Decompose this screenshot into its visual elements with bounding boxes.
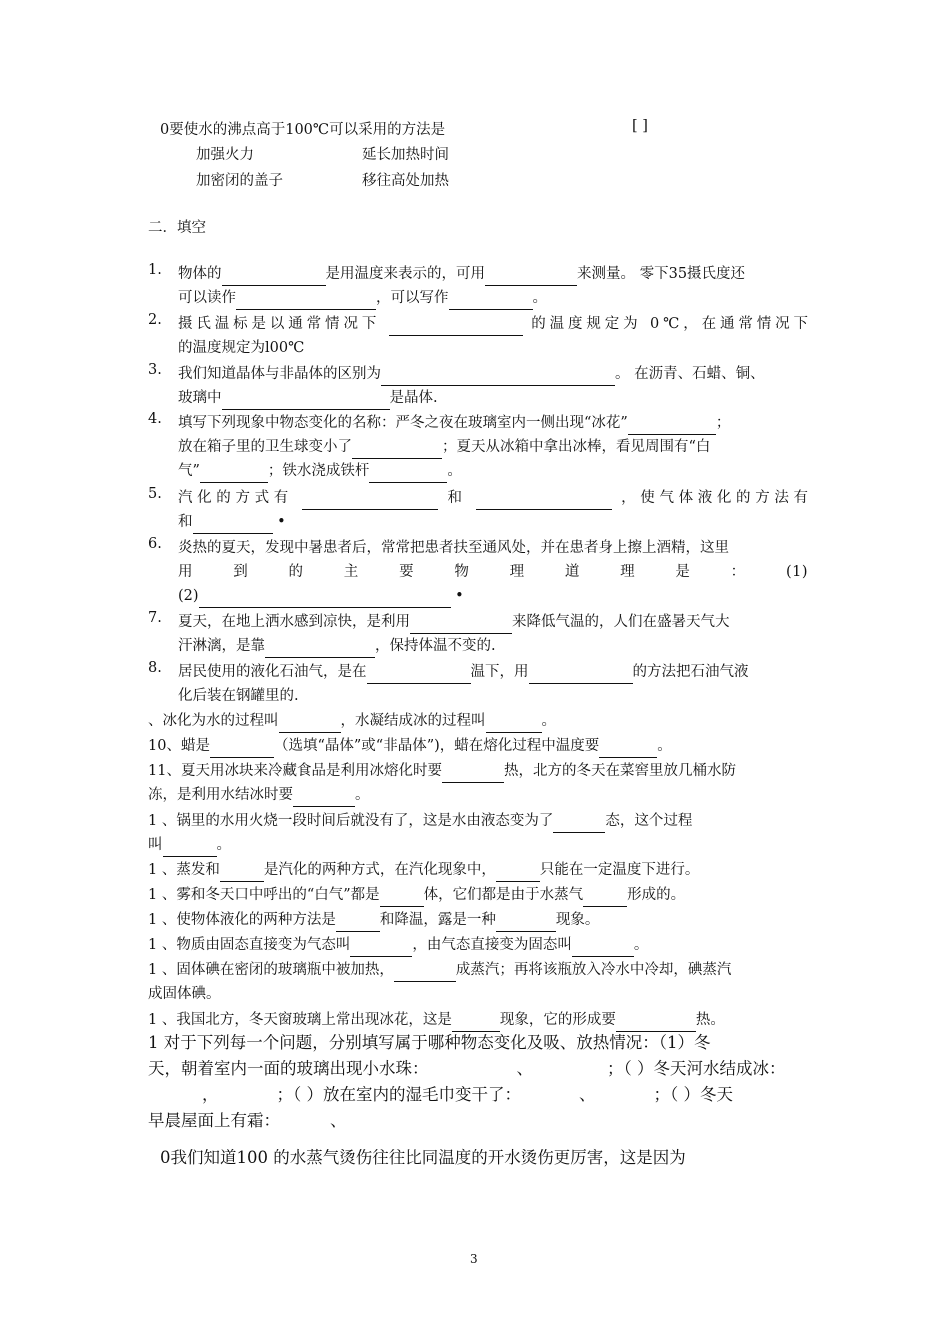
- question-number: 6.: [148, 536, 162, 552]
- text-segment: 炎热的夏天，发现中暑患者后，常常把患者扶至通风处，并在患者身上擦上酒精，这里: [178, 540, 729, 556]
- question-4: [148, 411, 808, 483]
- question-17: [148, 958, 808, 1006]
- text-segment: 。: [355, 787, 370, 803]
- blank[interactable]: [380, 890, 424, 907]
- text-segment: 天，朝着室内一面的玻璃出现小水珠：: [148, 1059, 429, 1078]
- text-segment: ；（ ）冬天河水结成冰：: [607, 1059, 786, 1078]
- text-segment: 成固体碘。: [148, 986, 221, 1002]
- text-segment: 填写下列现象中物态变化的名称：严冬之夜在玻璃室内一侧出现“冰花”: [178, 415, 628, 431]
- text-segment: 和降温，露是一种: [379, 912, 496, 928]
- text-segment: 。: [633, 937, 649, 953]
- blank[interactable]: [572, 940, 634, 957]
- blank[interactable]: [236, 293, 376, 310]
- text-segment: ，保持体温不变的.: [375, 638, 496, 654]
- blank[interactable]: [265, 641, 375, 658]
- text-segment: 放在箱子里的卫生球变小了: [178, 439, 352, 455]
- blank[interactable]: [222, 393, 390, 410]
- mc-option-b: 延长加热时间: [362, 147, 449, 163]
- question-1: [148, 262, 808, 310]
- text-segment: ，水凝结成冰的过程叫: [340, 713, 486, 729]
- blank[interactable]: [220, 865, 264, 882]
- text-segment: 冻，是利用水结冰时要: [148, 787, 293, 803]
- text-segment: 、: [516, 1059, 533, 1078]
- text-segment: 1 、蒸发和: [148, 862, 220, 878]
- text-segment: 和: [447, 490, 467, 506]
- text-segment: 。: [541, 713, 556, 729]
- text-segment: 和: [178, 514, 193, 530]
- question-16: [148, 933, 808, 957]
- blank[interactable]: [389, 319, 523, 336]
- question-14: [148, 883, 808, 907]
- text-segment: 1 、雾和冬天口中呼出的“白气”都是: [148, 887, 380, 903]
- text-segment: 来降低气温的，人们在盛暑天气大: [512, 614, 730, 630]
- text-segment: 早晨屋面上有霜：: [148, 1111, 280, 1130]
- text-segment: 现象。: [555, 912, 600, 928]
- text-segment: 热。: [695, 1012, 725, 1028]
- blank[interactable]: [193, 517, 273, 534]
- text-segment: 成蒸汽；再将该瓶放入冷水中冷却，碘蒸汽: [455, 962, 732, 978]
- question-11: [148, 759, 808, 807]
- blank[interactable]: [496, 865, 540, 882]
- question-number: 7.: [148, 610, 162, 626]
- text-segment: ；（ ）冬天: [653, 1085, 733, 1104]
- question-number: 5.: [148, 486, 162, 502]
- text-segment: 。: [447, 463, 462, 479]
- question-6: [148, 536, 808, 608]
- blank[interactable]: [485, 269, 577, 286]
- text-segment: 的温度规定为l00℃: [178, 340, 305, 356]
- mc-option-d: 移往高处加热: [362, 173, 449, 189]
- text-segment: 的温度规定为 0℃，在通常情况下: [531, 316, 809, 332]
- blank[interactable]: [442, 766, 504, 783]
- text-segment: 物体的: [178, 266, 222, 282]
- text-segment: 叫: [148, 837, 163, 853]
- text-segment: 现象，它的形成要: [499, 1012, 616, 1028]
- text-segment: 。: [216, 837, 231, 853]
- text-segment: •: [455, 588, 464, 604]
- question-5: [148, 486, 808, 534]
- mc-option-c: 加密闭的盖子: [196, 173, 283, 189]
- text-segment: （选填“晶体”或“非晶体”)，蜡在熔化过程中温度要: [273, 738, 600, 754]
- text-segment: 来测量。 零下35摄氏度还: [577, 266, 746, 282]
- text-segment: 1 、我国北方，冬天窗玻璃上常出现冰花，这是: [148, 1012, 452, 1028]
- question-18: [148, 1008, 808, 1032]
- text-segment: 态，这个过程: [605, 813, 693, 829]
- text-segment: 居民使用的液化石油气，是在: [178, 664, 367, 680]
- text-segment: 的方法把石油气液: [632, 664, 749, 680]
- blank[interactable]: [476, 493, 612, 510]
- text-segment: 1 、固体碘在密闭的玻璃瓶中被加热，: [148, 962, 394, 978]
- blank[interactable]: [293, 790, 355, 807]
- text-segment: ；: [715, 415, 731, 431]
- text-segment: 玻璃中: [178, 390, 222, 406]
- question-8: [148, 660, 808, 708]
- text-segment: 温下，用: [470, 664, 529, 680]
- text-segment: 可以读作: [178, 290, 236, 306]
- question-7: [148, 610, 808, 658]
- section-title: 二．填空: [148, 220, 206, 236]
- text-segment: 、冰化为水的过程叫: [148, 713, 279, 729]
- blank[interactable]: [336, 915, 380, 932]
- blank[interactable]: [529, 667, 633, 684]
- blank[interactable]: [200, 466, 268, 483]
- question-15: [148, 908, 808, 932]
- text-segment: 。 在沥青、石蜡、铜、: [615, 366, 765, 382]
- question-number: 8.: [148, 660, 162, 676]
- blank[interactable]: [381, 369, 615, 386]
- text-segment: 。: [532, 290, 547, 306]
- text-segment: 是汽化的两种方式，在汽化现象中，: [263, 862, 496, 878]
- blank[interactable]: [350, 940, 412, 957]
- text-segment: ；（ ）放在室内的湿毛巾变干了：: [276, 1085, 521, 1104]
- question-19: [148, 1030, 808, 1134]
- mc-answer-bracket: [ ]: [632, 118, 648, 134]
- question-number: 3.: [148, 362, 162, 378]
- mc-question: 0要使水的沸点高于100℃可以采用的方法是: [160, 122, 446, 138]
- text-segment: 1 、使物体液化的两种方法是: [148, 912, 336, 928]
- text-segment: 用到的主要物理道理是：(1): [178, 564, 808, 580]
- text-segment: ，可以写作: [376, 290, 449, 306]
- text-segment: 我们知道晶体与非晶体的区别为: [178, 366, 381, 382]
- text-segment: 10、蜡是: [148, 738, 210, 754]
- page-number: 3: [470, 1252, 478, 1266]
- text-segment: ，使气体液化的方法有: [621, 490, 809, 506]
- blank[interactable]: [496, 915, 556, 932]
- blank[interactable]: [553, 816, 605, 833]
- text-segment: ，由气态直接变为固态叫: [412, 937, 572, 953]
- blank[interactable]: [369, 466, 447, 483]
- text-segment: ，: [202, 1085, 219, 1104]
- blank[interactable]: [302, 493, 438, 510]
- blank[interactable]: [352, 442, 442, 459]
- text-segment: ；铁水浇成铁杆: [267, 463, 370, 479]
- blank[interactable]: [210, 741, 274, 758]
- question-2: [148, 312, 808, 360]
- text-segment: 1 、物质由固态直接变为气态叫: [148, 937, 351, 953]
- question-3: [148, 362, 808, 410]
- text-segment: 11、夏天用冰块来冷藏食品是利用冰熔化时要: [148, 763, 442, 779]
- text-segment: 、: [579, 1085, 596, 1104]
- question-13: [148, 858, 808, 882]
- text-segment: 是晶体.: [389, 390, 438, 406]
- text-segment: 是用温度来表示的，可用: [325, 266, 485, 282]
- text-segment: 、: [330, 1111, 347, 1130]
- question-10: [148, 734, 808, 758]
- text-segment: 1 、锅里的水用火烧一段时间后就没有了，这是水由液态变为了: [148, 813, 554, 829]
- text-segment: 只能在一定温度下进行。: [539, 862, 700, 878]
- text-segment: 化后装在钢罐里的.: [178, 688, 299, 704]
- question-12: [148, 809, 808, 857]
- blank[interactable]: [599, 741, 657, 758]
- text-segment: 汗淋漓，是靠: [178, 638, 265, 654]
- text-segment: 摄氏温标是以通常情况下: [178, 316, 381, 332]
- text-segment: 热，北方的冬天在菜窖里放几桶水防: [503, 763, 736, 779]
- text-segment: •: [277, 514, 286, 530]
- text-segment: 体，它们都是由于水蒸气: [423, 887, 584, 903]
- blank[interactable]: [486, 716, 542, 733]
- blank[interactable]: [279, 716, 341, 733]
- blank[interactable]: [199, 591, 451, 608]
- text-segment: 汽化的方式有: [178, 490, 293, 506]
- text-segment: 。: [657, 738, 672, 754]
- text-segment: 1 对于下列每一个问题，分别填写属于哪种物态变化及吸、放热情况：（1）冬: [148, 1033, 711, 1052]
- blank[interactable]: [410, 617, 512, 634]
- question-9: [148, 709, 808, 733]
- blank[interactable]: [449, 293, 533, 310]
- question-number: 4.: [148, 411, 162, 427]
- question-number: 2.: [148, 312, 162, 328]
- text-segment: 夏天，在地上洒水感到凉快，是利用: [178, 614, 410, 630]
- blank[interactable]: [222, 269, 326, 286]
- question-20: 0我们知道100 的水蒸气烫伤往往比同温度的开水烫伤更厉害，这是因为: [160, 1148, 686, 1167]
- question-number: 1.: [148, 262, 162, 278]
- blank[interactable]: [367, 667, 471, 684]
- text-segment: (2): [178, 588, 199, 604]
- blank[interactable]: [628, 418, 716, 435]
- blank[interactable]: [583, 890, 627, 907]
- text-segment: 气”: [178, 463, 200, 479]
- mc-option-a: 加强火力: [196, 147, 254, 163]
- text-segment: 形成的。: [627, 887, 686, 903]
- blank[interactable]: [163, 840, 217, 857]
- blank[interactable]: [394, 965, 456, 982]
- text-segment: ；夏天从冰箱中拿出冰棒，看见周围有“白: [442, 439, 711, 455]
